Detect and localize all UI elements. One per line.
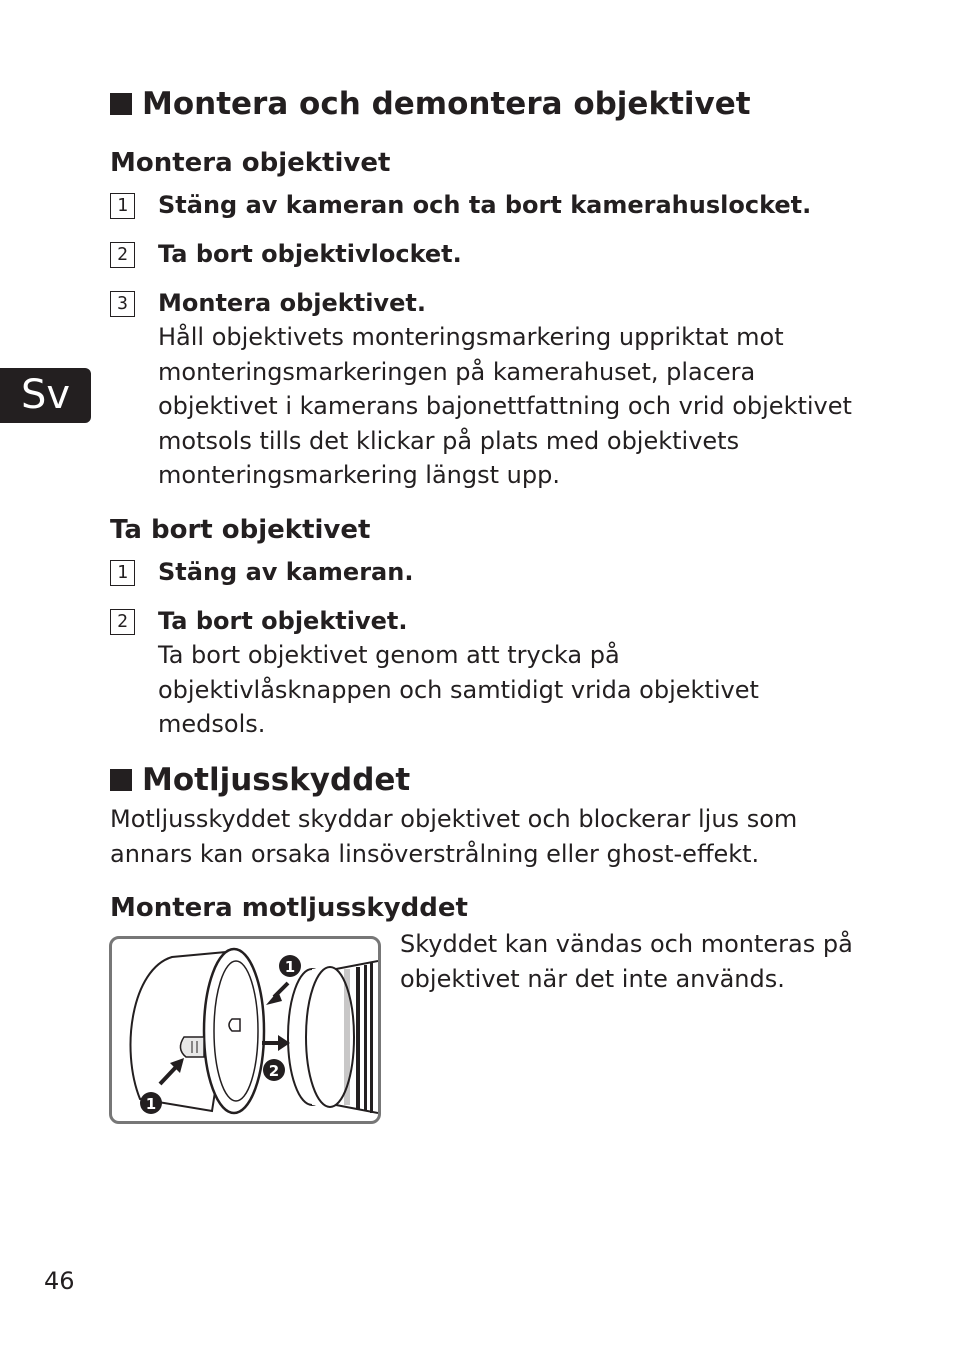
subheading-mount-hood: Montera motljusskyddet: [110, 893, 468, 923]
callout-marker: [279, 955, 301, 977]
svg-text:1: 1: [145, 1095, 157, 1113]
page-number: 46: [44, 1267, 75, 1295]
callout-marker: [263, 1059, 285, 1081]
subheading-remove-lens: Ta bort objektivet: [110, 515, 371, 545]
step-title: Stäng av kameran och ta bort kamerahuslocket.: [158, 191, 812, 219]
subheading-mount-lens: Montera objektivet: [110, 148, 391, 178]
step-description: Håll objektivets monteringsmarkering uppriktat mot monteringsmarkeringen på kamerahuset, placera objektivet i kamerans bajonettfattning och vrid objektivet motsols tills det klickar på plats med objektivets monteringsmarkering längst upp.: [158, 323, 852, 490]
step-number: 2: [110, 242, 135, 268]
section-title-mount-lens: Montera och demontera objektivet: [110, 86, 751, 122]
lens-hood-intro: Motljusskyddet skyddar objektivet och blockerar ljus som annars kan orsaka linsöverstrålning eller ghost-effekt.: [110, 805, 798, 868]
step-number: 3: [110, 291, 135, 317]
section-bullet-icon: [110, 93, 132, 115]
step-title: Ta bort objektivlocket.: [158, 240, 462, 268]
lens-hood-diagram: [112, 939, 378, 1121]
section-bullet-icon: [110, 769, 132, 791]
figure-caption: Skyddet kan vändas och monteras på objektivet när det inte används.: [400, 930, 853, 993]
svg-text:1: 1: [284, 958, 296, 976]
step-title: Stäng av kameran.: [158, 558, 414, 586]
lens-hood-illustration: [109, 936, 381, 1124]
step-number: 1: [110, 560, 135, 586]
step-title: Ta bort objektivet.: [158, 607, 408, 635]
step-title: Montera objektivet.: [158, 289, 426, 317]
step-number: 2: [110, 609, 135, 635]
step-number: 1: [110, 193, 135, 219]
svg-text:2: 2: [268, 1062, 280, 1080]
step-description: Ta bort objektivet genom att trycka på objektivlåsknappen och samtidigt vrida objektivet medsols.: [158, 641, 759, 739]
section-title-lens-hood: Motljusskyddet: [110, 762, 410, 798]
callout-marker: [140, 1092, 162, 1114]
language-tab: Sv: [0, 368, 91, 423]
